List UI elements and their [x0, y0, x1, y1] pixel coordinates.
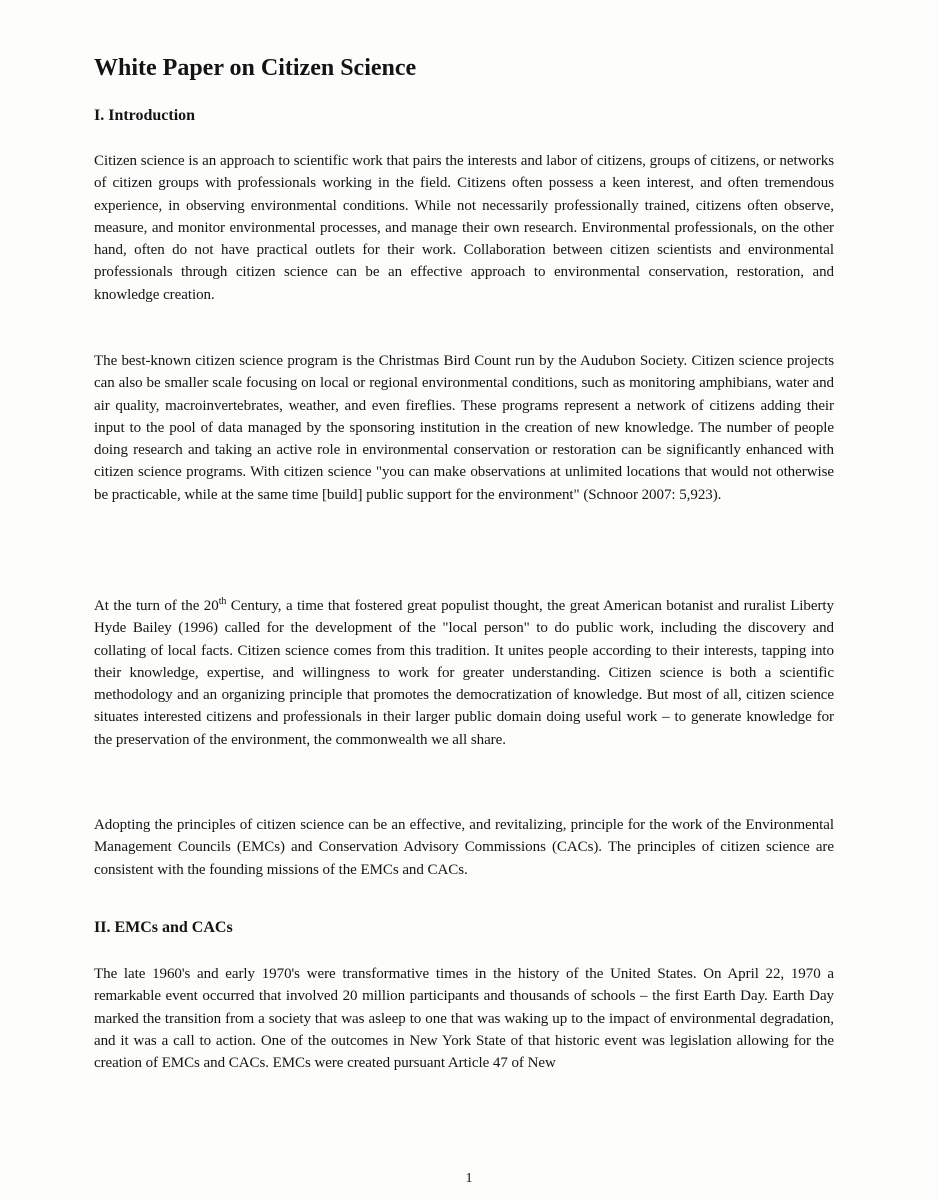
- superscript-th: th: [218, 596, 227, 607]
- paragraph-liberty-hyde-bailey: [94, 595, 834, 751]
- page-title: White Paper on Citizen Science: [94, 55, 417, 81]
- paragraph-citizen-science-definition: Citizen science is an approach to scientific work that pairs the interests and labor of citizens, groups of citizens, or networks of citizen groups with professionals working in the field. Citizens often possess a keen interest, and often tremendous experience, in observing environmental conditions. While not necessarily professionally trained, citizens often observe, measure, and monitor environmental processes, and manage their own research. Environmental professionals, on the other hand, often do not have practical outlets for their work. Collaboration between citizen scientists and environmental professionals through citizen science can be an effective approach to environmental conservation, restoration, and knowledge creation.: [94, 153, 834, 303]
- section-heading-emcs-and-cacs: II. EMCs and CACs: [94, 919, 233, 936]
- paragraph-text-rest: Century, a time that fostered great populist thought, the great American botanist and ruralist Liberty Hyde Bailey (1996) called for the development of the "local person" to do public work, including the discovery and collating of local facts. Citizen science comes from this tradition. It unites people according to their interests, tapping into their knowledge, expertise, and willingness to work for greater understanding. Citizen science is both a scientific methodology and an organizing principle that promotes the democratization of knowledge. But most of all, citizen science situates interested citizens and professionals in their larger public domain doing useful work – to generate knowledge for the preservation of the environment, the commonwealth we all share.: [94, 598, 834, 748]
- paragraph-text-start: At the turn of the 20: [94, 598, 219, 614]
- paragraph-christmas-bird-count: The best-known citizen science program is the Christmas Bird Count run by the Audubon Society. Citizen science projects can also be smaller scale focusing on local or regional environmental conditions, such as monitoring amphibians, water and air quality, macroinvertebrates, weather, and even fireflies. These programs represent a network of citizens adding their input to the pool of data managed by the sponsoring institution in the creation of new knowledge. The number of people doing research and taking an active role in environmental conservation or restoration can be significantly enhanced with citizen science programs. With citizen science "you can make observations at unlimited locations that would not otherwise be practicable, while at the same time [build] public support for the environment" (Schnoor 2007: 5,923).: [94, 353, 834, 503]
- paragraph-earth-day-history: The late 1960's and early 1970's were transformative times in the history of the United States. On April 22, 1970 a remarkable event occurred that involved 20 million participants and thousands of schools – the first Earth Day. Earth Day marked the transition from a society that was asleep to one that was waking up to the impact of environmental degradation, and it was a call to action. One of the outcomes in New York State of that historic event was legislation allowing for the creation of EMCs and CACs. EMCs were created pursuant Article 47 of New: [94, 966, 834, 1072]
- paragraph-emc-cac-principles: Adopting the principles of citizen science can be an effective, and revitalizing, principle for the work of the Environmental Management Councils (EMCs) and Conservation Advisory Commissions (CACs). The principles of citizen science are consistent with the founding missions of the EMCs and CACs.: [94, 817, 834, 878]
- page-number: 1: [465, 1171, 473, 1186]
- section-heading-introduction: I. Introduction: [94, 107, 196, 124]
